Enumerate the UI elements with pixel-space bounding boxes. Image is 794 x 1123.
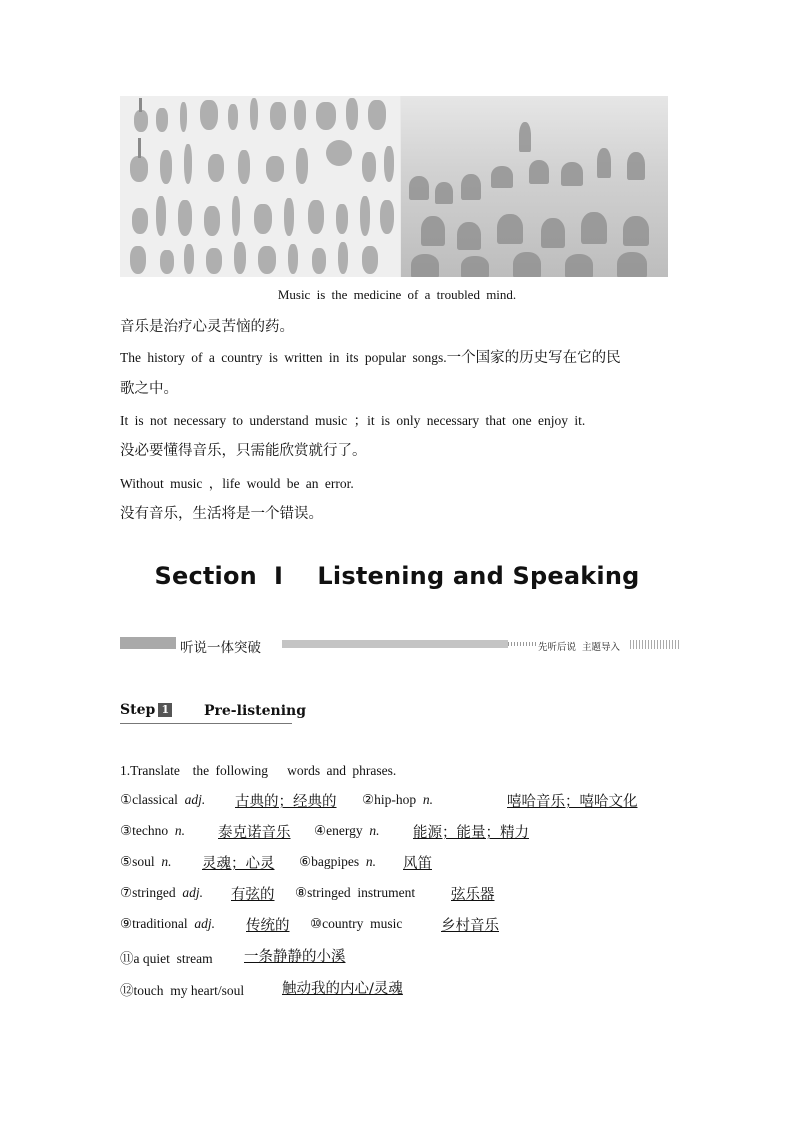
quote-4-chinese: 没有音乐，生活将是一个错误。 <box>120 506 323 522</box>
vocab-item-7: ⑦stringed adj. <box>120 885 203 900</box>
vocab-answer-9: 传统的 <box>246 918 290 934</box>
step-title: Pre-listening <box>204 703 306 719</box>
step-underline <box>120 723 292 724</box>
quote-4-english: Without music ，life would be an error. <box>120 476 354 491</box>
quote-3-english: It is not necessary to understand music ；it is only necessary that one enjoy it. <box>120 413 586 428</box>
quote-2-english: The history of a country is written in its popular songs. <box>120 350 447 365</box>
instruments-collage <box>120 96 400 277</box>
banner-bar-end <box>630 640 680 649</box>
vocab-item-11: ⑪a quiet stream <box>120 951 213 966</box>
vocab-item-5: ⑤soul n. <box>120 854 172 869</box>
vocab-answer-7: 有弦的 <box>231 887 275 903</box>
step-heading <box>120 702 172 718</box>
vocab-answer-5: 灵魂；心灵 <box>202 856 275 872</box>
exercise-instruction: 1.Translate the following words and phrases. <box>120 763 397 778</box>
image-caption: Music is the medicine of a troubled mind. <box>277 287 517 302</box>
vocab-item-12: ⑫touch my heart/soul <box>120 983 245 998</box>
vocab-answer-6: 风笛 <box>403 856 432 872</box>
vocab-answer-2: 嘻哈音乐；嘻哈文化 <box>507 794 638 810</box>
banner-subtitle: 先听后说 主题导入 <box>538 642 621 653</box>
header-image <box>120 96 668 277</box>
vocab-item-3: ③techno n. <box>120 823 185 838</box>
vocab-answer-3: 泰克诺音乐 <box>218 825 291 841</box>
vocab-answer-12: 触动我的内心/灵魂 <box>282 981 403 997</box>
banner-bar-left <box>120 637 176 649</box>
vocab-answer-1: 古典的；经典的 <box>235 794 337 810</box>
vocab-answer-10: 乡村音乐 <box>441 918 499 934</box>
step-label: Step <box>120 702 156 718</box>
banner-dashes <box>508 642 536 646</box>
vocab-item-6: ⑥bagpipes n. <box>299 854 376 869</box>
vocab-item-10: ⑩country music <box>310 916 403 931</box>
vocab-item-9: ⑨traditional adj. <box>120 916 215 931</box>
step-number: 1 <box>158 703 172 717</box>
vocab-answer-11: 一条静静的小溪 <box>244 949 346 965</box>
quote-2-chinese-cont: 歌之中。 <box>120 381 178 397</box>
quote-3-chinese: 没必要懂得音乐，只需能欣赏就行了。 <box>120 443 367 459</box>
section-title: Section Ⅰ Listening and Speaking <box>154 562 640 590</box>
quote-1-chinese: 音乐是治疗心灵苦恼的药。 <box>120 319 294 335</box>
vocab-answer-8: 弦乐器 <box>451 887 495 903</box>
vocab-item-2: ②hip-hop n. <box>362 792 433 807</box>
quote-2-chinese: 一个国家的历史写在它的民 <box>446 350 621 366</box>
vocab-answer-4: 能源；能量；精力 <box>413 825 529 841</box>
banner-bar-mid <box>282 640 508 648</box>
vocab-item-1: ①classical adj. <box>120 792 206 807</box>
orchestra-photo <box>401 96 668 277</box>
quote-2 <box>120 346 621 367</box>
vocab-item-4: ④energy n. <box>314 823 380 838</box>
banner-label: 听说一体突破 <box>180 640 261 656</box>
vocab-item-8: ⑧stringed instrument <box>295 885 416 900</box>
